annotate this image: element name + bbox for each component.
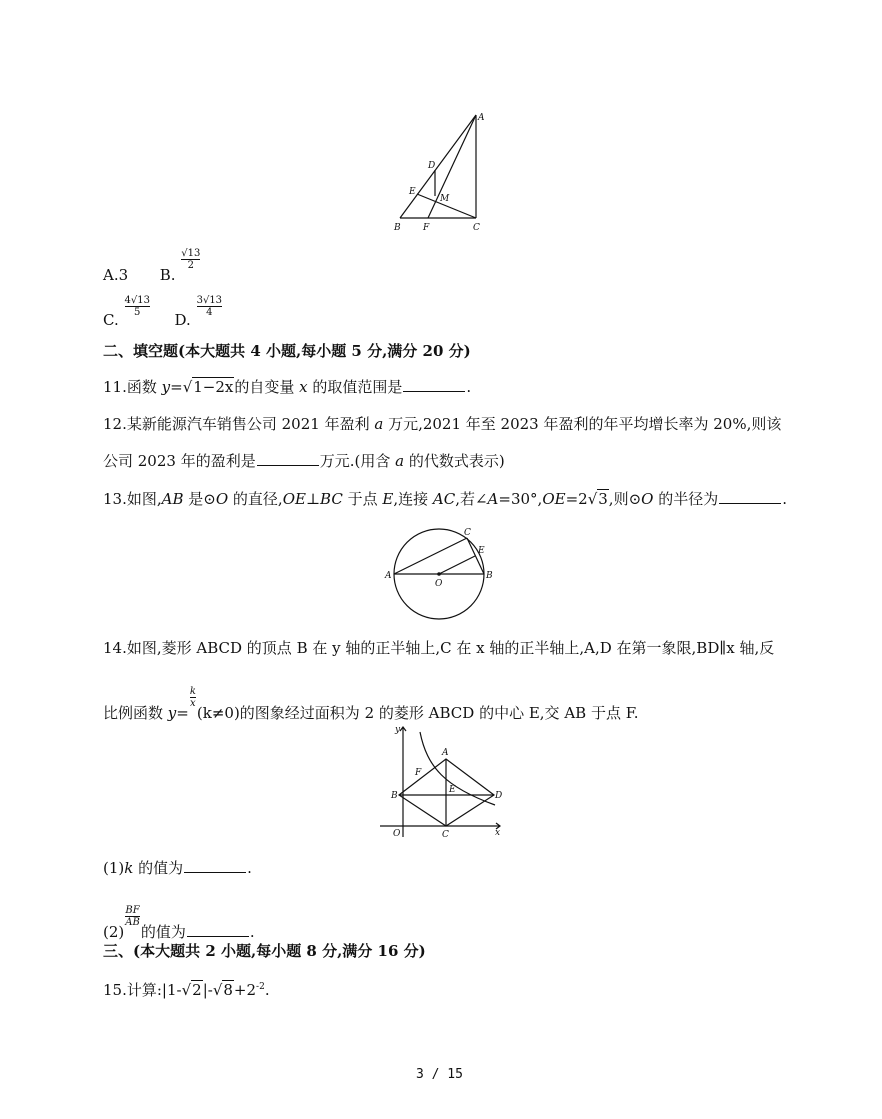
- fig1-label-f: F: [423, 223, 430, 233]
- section-2-title: 二、填空题(本大题共 4 小题,每小题 5 分,满分 20 分): [103, 342, 471, 360]
- q12-answer-blank: [257, 451, 319, 466]
- question-11: 11.函数 y=√1−2x的自变量 x 的取值范围是 .: [103, 378, 472, 396]
- fig3-label-o: O: [393, 829, 401, 839]
- fig2-label-b: B: [486, 571, 493, 581]
- option-b-label: B.: [159, 266, 176, 284]
- fig3-label-y: y: [395, 725, 401, 735]
- fig3-label-b: B: [391, 791, 398, 801]
- fig3-label-a: A: [442, 748, 449, 758]
- question-13: 13.如图,AB 是⊙O 的直径,OE⊥BC 于点 E,连接 AC,若∠A=30°,OE=2√3,则⊙O 的半径为 .: [103, 490, 788, 508]
- question-14-part1: (1)k 的值为 .: [103, 859, 252, 877]
- fig2-label-e: E: [478, 546, 485, 556]
- q14-2-answer-blank: [187, 922, 249, 937]
- fig3-label-f: F: [415, 768, 422, 778]
- fig1-label-b: B: [394, 223, 401, 233]
- q14-k-over-x: $\frac{k}{x}$: [189, 686, 196, 709]
- q14-1-answer-blank: [184, 858, 246, 873]
- question-14-part2: (2) $\frac{BF}{AB}$ 的值为 .: [103, 905, 255, 941]
- options-row-ab: [103, 248, 201, 285]
- question-12-line2: 公司 2023 年的盈利是 万元.(用含 a 的代数式表示): [103, 452, 505, 470]
- fig3-label-x: x: [495, 828, 501, 838]
- fig3-label-d: D: [495, 791, 503, 801]
- fig2-label-o: O: [435, 579, 443, 589]
- question-14-line1: 14.如图,菱形 ABCD 的顶点 B 在 y 轴的正半轴上,C 在 x 轴的正半轴上,A,D 在第一象限,BD∥x 轴,反: [103, 639, 775, 657]
- fig1-label-c: C: [473, 223, 480, 233]
- figure-triangle: [390, 108, 490, 233]
- fig3-label-c: C: [442, 830, 449, 840]
- fig1-label-a: A: [478, 113, 485, 123]
- option-d-label: D.: [174, 311, 191, 329]
- page-number: 3 / 15: [416, 1067, 463, 1082]
- option-c-fraction: $\frac{4√13}{5}$: [124, 295, 150, 318]
- options-row-cd: [103, 295, 223, 330]
- fig3-label-e: E: [449, 785, 456, 795]
- q13-answer-blank: [719, 489, 781, 504]
- q11-answer-blank: [403, 377, 465, 392]
- question-14-line2: 比例函数 y= $\frac{k}{x}$ (k≠0)的图象经过面积为 2 的菱形 ABCD 的中心 E,交 AB 于点 F.: [103, 686, 639, 722]
- section-3-title: 三、(本大题共 2 小题,每小题 8 分,满分 16 分): [103, 942, 426, 960]
- question-12-line1: 12.某新能源汽车销售公司 2021 年盈利 a 万元,2021 年至 2023 年盈利的年平均增长率为 20%,则该: [103, 415, 782, 433]
- fig2-label-c: C: [464, 528, 471, 538]
- fig1-label-e: E: [409, 187, 416, 197]
- option-c-label: C.: [103, 311, 119, 329]
- option-d-fraction: $\frac{3√13}{4}$: [196, 295, 223, 318]
- question-15: 15.计算$:|1-√2|-√8+2^{-2}$.: [103, 981, 270, 999]
- fig1-label-d: D: [428, 161, 436, 171]
- option-b-fraction: $\frac{√13}{2}$: [181, 248, 201, 271]
- fig2-label-a: A: [385, 571, 392, 581]
- fig1-label-m: M: [440, 194, 450, 204]
- figure-circle: [380, 520, 500, 622]
- option-a: A.3: [103, 266, 129, 284]
- q14-bf-over-ab: $\frac{BF}{AB}$: [125, 905, 140, 928]
- figure-rhombus: [375, 722, 505, 840]
